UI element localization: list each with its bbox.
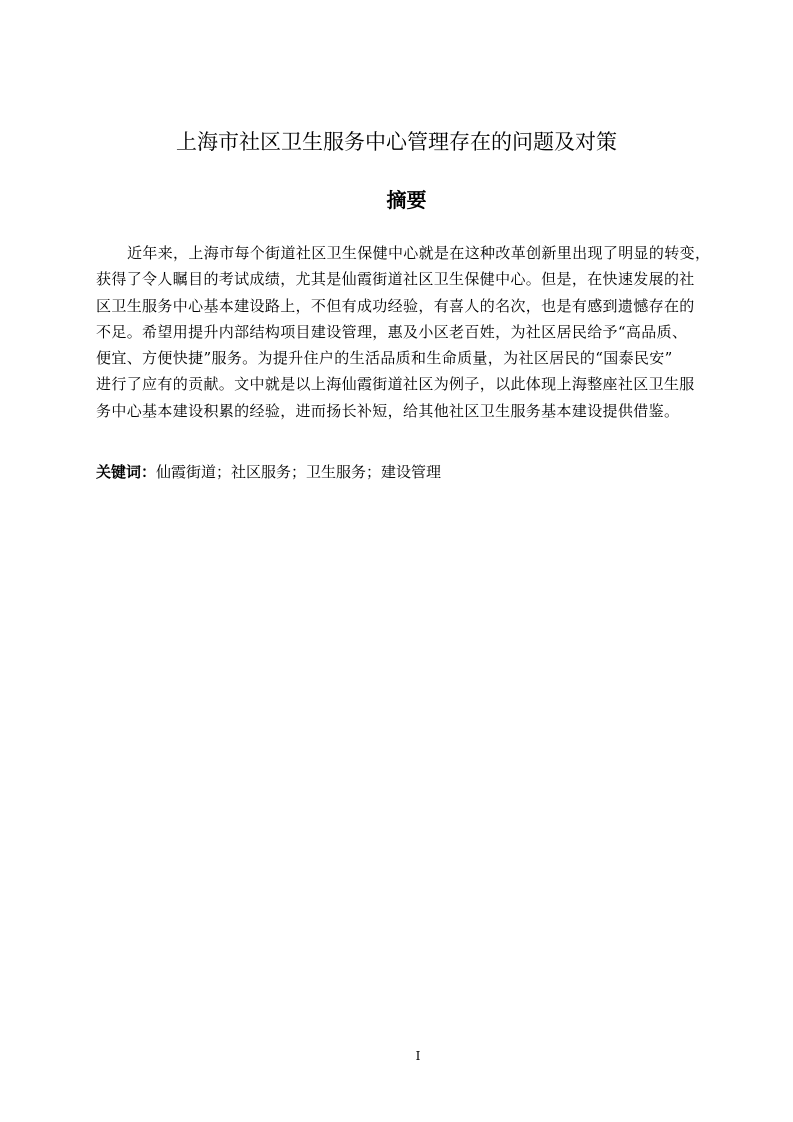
abstract-line: 近年来，上海市每个街道社区卫生保健中心就是在这种改革创新里出现了明显的转变， — [127, 244, 711, 262]
abstract-line: 便宜、方便快捷”服务。为提升住户的生活品质和生命质量，为社区居民的“国泰民安” — [96, 349, 673, 368]
abstract-body — [96, 240, 718, 424]
abstract-line: 进行了应有的贡献。文中就是以上海仙霞街道社区为例子，以此体现上海整座社区卫生服 — [96, 375, 695, 394]
abstract-line: 不足。希望用提升内部结构项目建设管理，惠及小区老百姓，为社区居民给予“高品质、 — [96, 322, 688, 341]
document-title: 上海市社区卫生服务中心管理存在的问题及对策 — [176, 130, 617, 154]
keywords-text: 仙霞街道；社区服务；卫生服务；建设管理 — [156, 463, 442, 481]
keywords-label: 关键词： — [96, 463, 157, 481]
page-number: I — [415, 1049, 421, 1063]
abstract-line: 务中心基本建设积累的经验，进而扬长补短，给其他社区卫生服务基本建设提供借鉴。 — [96, 401, 680, 420]
abstract-heading: 摘要 — [386, 188, 427, 212]
abstract-line: 获得了令人瞩目的考试成绩，尤其是仙霞街道社区卫生保健中心。但是，在快速发展的社 — [96, 270, 695, 289]
abstract-line: 区卫生服务中心基本建设路上，不但有成功经验，有喜人的名次，也是有感到遗憾存在的 — [96, 296, 695, 315]
keywords-paragraph — [96, 459, 718, 485]
